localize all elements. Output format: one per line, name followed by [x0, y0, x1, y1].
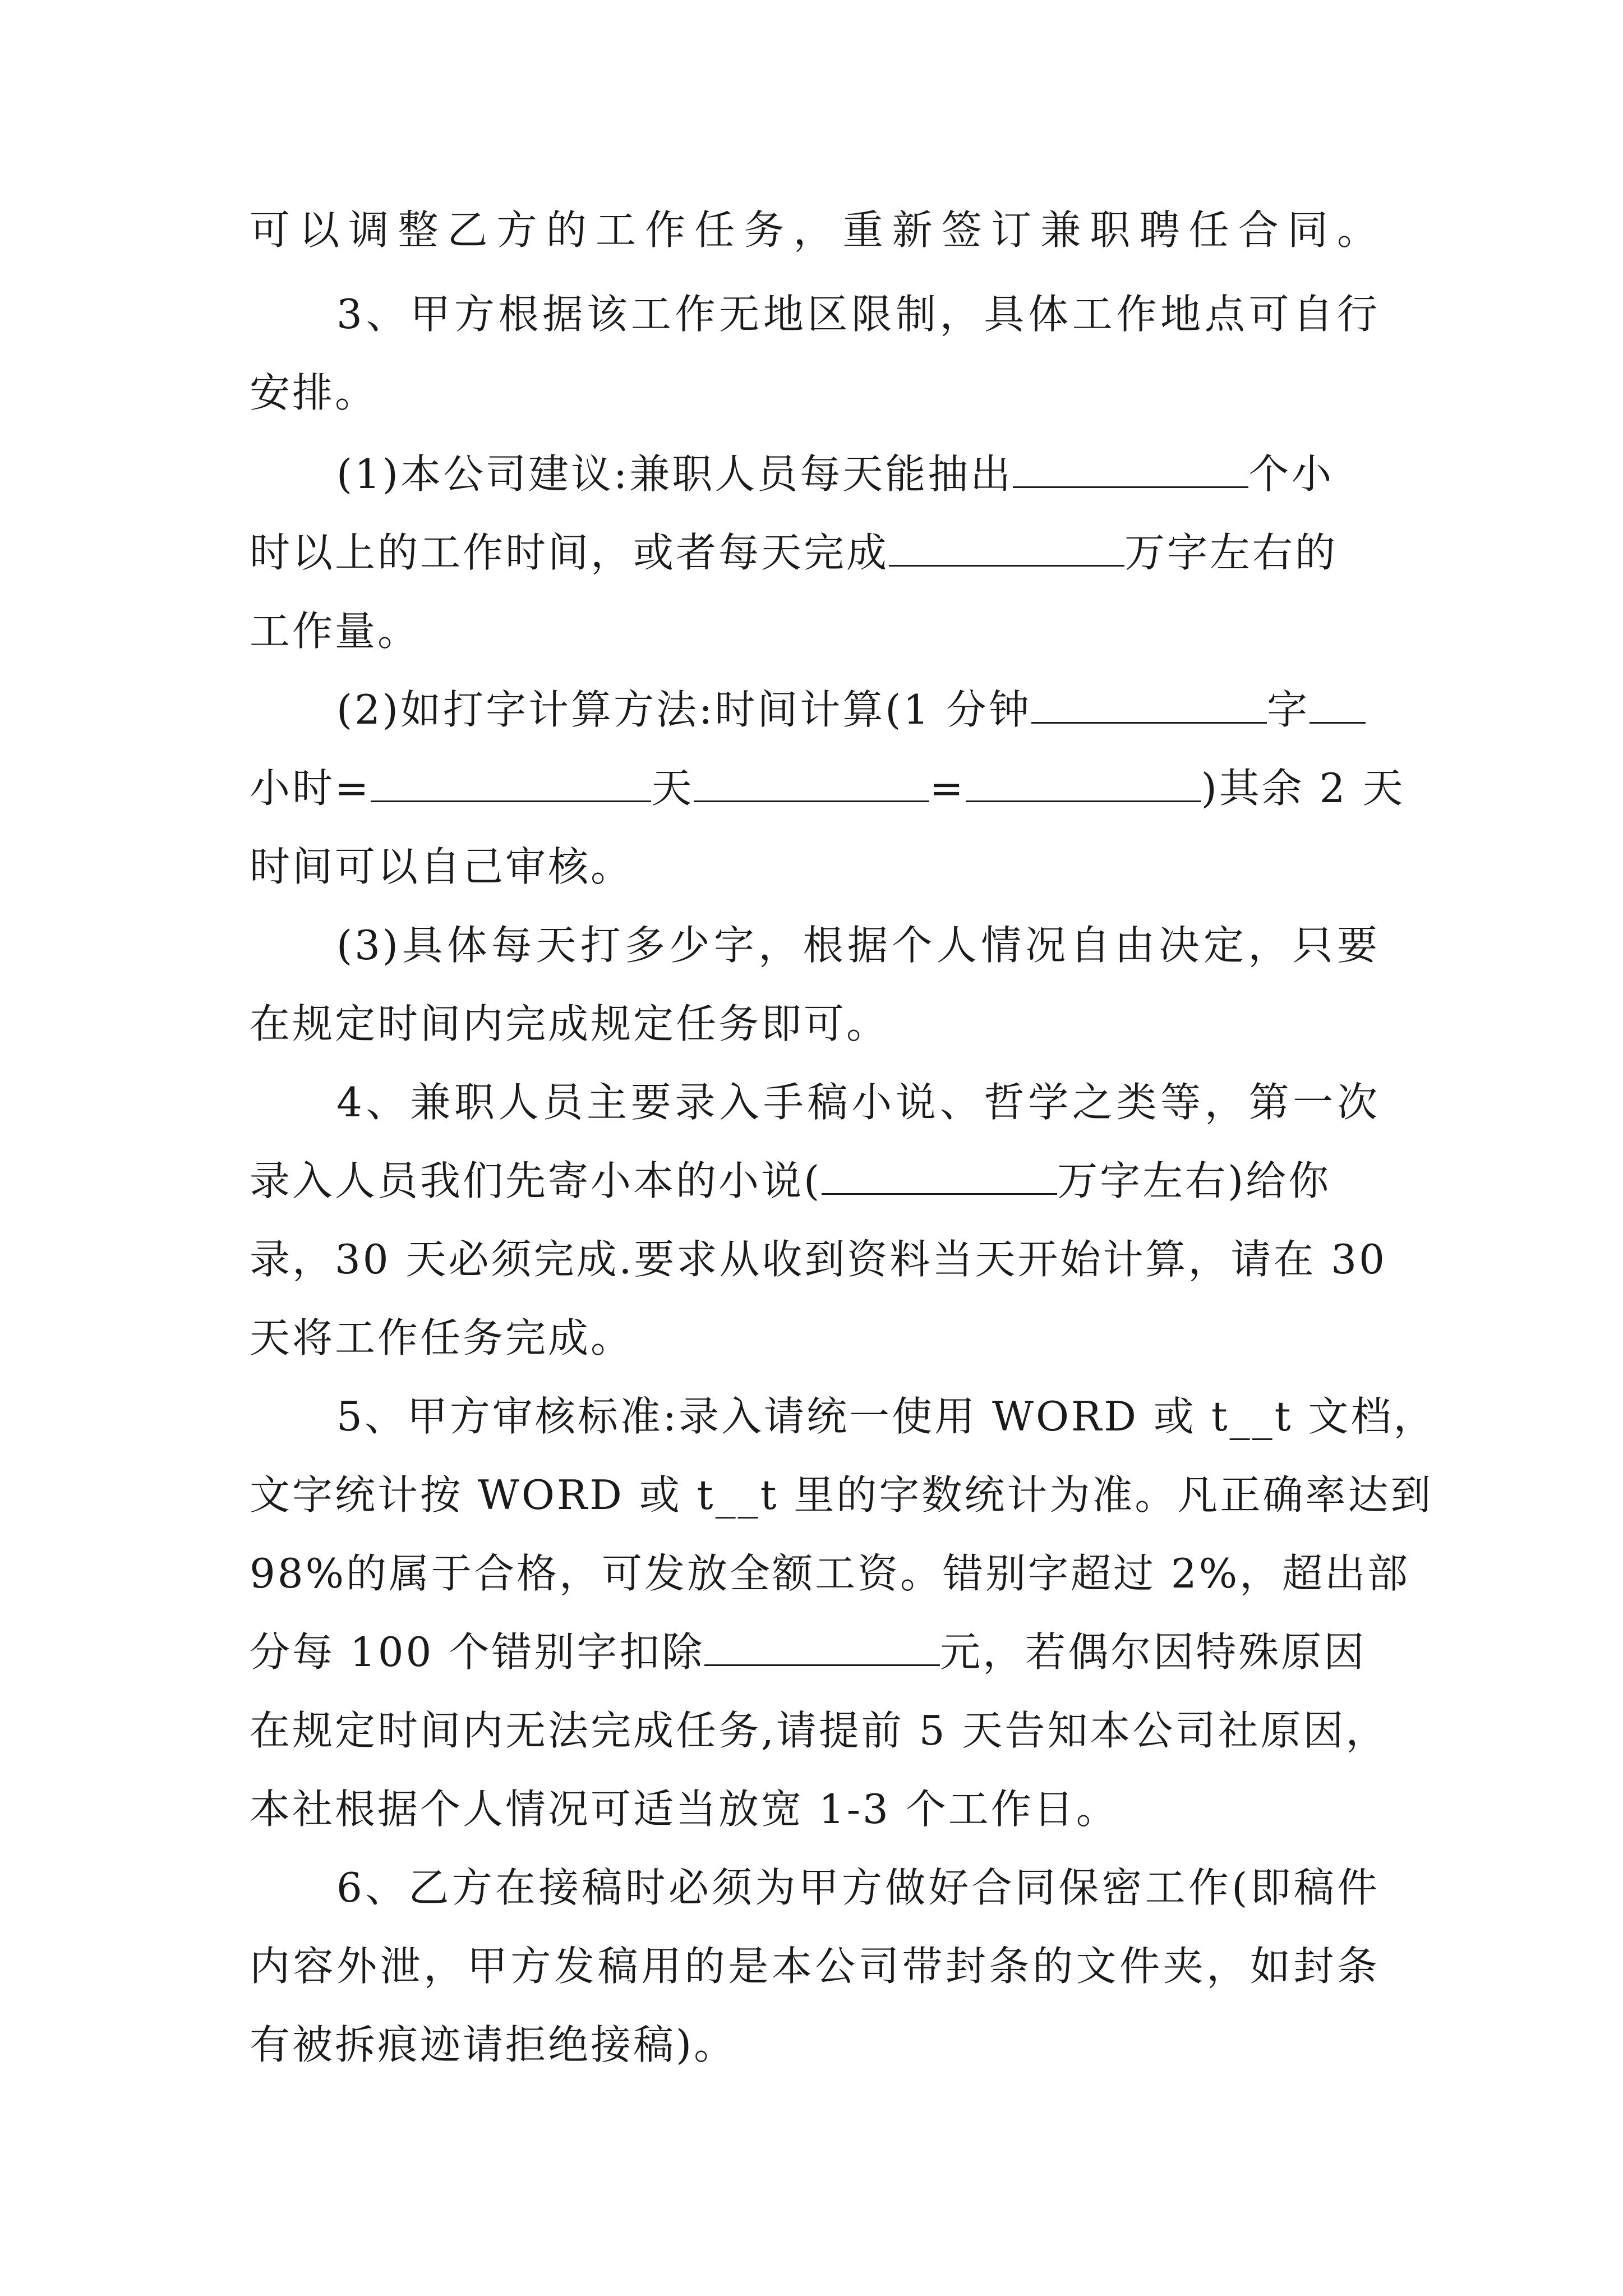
text-segment: 天将工作任务完成。: [250, 1314, 634, 1361]
text-segment: 安排。: [250, 369, 378, 416]
text-line: [250, 1470, 1433, 1520]
text-segment: 时间可以自己审核。: [250, 843, 634, 890]
text-segment: 本社根据个人情况可适当放宽 1-3 个工作日。: [250, 1786, 1119, 1833]
text-segment: 时以上的工作时间，或者每天完成: [250, 529, 889, 576]
text-line: [250, 1941, 1380, 1991]
fill-in-blank: [1013, 453, 1248, 488]
text-segment: 录入人员我们先寄小本的小说(: [250, 1157, 822, 1204]
text-line: [336, 920, 1380, 970]
text-segment: 小时=: [250, 765, 371, 812]
text-segment: )其余 2 天: [1201, 765, 1405, 812]
text-segment: 6、乙方在接稿时必须为甲方做好合同保密工作(即稿件: [336, 1864, 1380, 1911]
text-segment: 字: [1267, 686, 1310, 733]
text-segment: (3)具体每天打多少字，根据个人情况自由决定，只要: [336, 922, 1380, 969]
text-line: [250, 1313, 1380, 1363]
text-segment: 个小: [1248, 450, 1334, 498]
fill-in-blank: [1031, 688, 1267, 724]
text-line: [250, 527, 1380, 578]
text-segment: (1)本公司建议:兼职人员每天能抽出: [336, 450, 1013, 498]
text-line: [336, 1391, 1436, 1442]
fill-in-blank: [694, 767, 929, 802]
text-line: [336, 1862, 1380, 1913]
text-line: [336, 289, 1380, 339]
fill-in-blank: [822, 1159, 1057, 1195]
text-segment: 工作量。: [250, 608, 421, 655]
text-segment: (2)如打字计算方法:时间计算(1 分钟: [336, 686, 1032, 733]
text-line: [336, 684, 1380, 735]
text-segment: 在规定时间内无法完成任务,请提前 5 天告知本公司社原因，: [250, 1707, 1389, 1754]
text-segment: 在规定时间内完成规定任务即可。: [250, 1000, 889, 1047]
text-segment: 天: [651, 765, 694, 812]
text-segment: 文字统计按 WORD 或 t__t 里的字数统计为准。凡正确率达到: [250, 1471, 1433, 1519]
text-segment: 98%的属于合格，可发放全额工资。错别字超过 2%，超出部: [250, 1550, 1410, 1597]
text-line: [250, 1548, 1410, 1599]
text-segment: 万字左右的: [1124, 529, 1338, 576]
text-segment: 内容外泄，甲方发稿用的是本公司带封条的文件夹，如封条: [250, 1943, 1380, 1990]
text-line: [250, 1784, 1380, 1834]
text-segment: 有被拆痕迹请拒绝接稿)。: [250, 2021, 737, 2068]
text-segment: 万字左右)给你: [1057, 1157, 1331, 1204]
text-line: [250, 999, 1380, 1049]
fill-in-blank: [704, 1631, 940, 1666]
text-line: [336, 449, 1380, 499]
text-segment: 可以调整乙方的工作任务，重新签订兼职聘任合同。: [250, 206, 1380, 254]
text-line: [250, 1156, 1380, 1206]
fill-in-blank: [889, 531, 1124, 567]
text-line: [250, 205, 1380, 255]
fill-in-blank: [966, 767, 1201, 802]
text-line: [250, 1627, 1380, 1677]
text-segment: 4、兼职人员主要录入手稿小说、哲学之类等，第一次: [336, 1079, 1380, 1126]
text-line: [336, 1077, 1380, 1128]
fill-in-blank: [371, 767, 651, 802]
fill-in-blank: [1310, 688, 1366, 724]
text-segment: 录，30 天必须完成.要求从收到资料当天开始计算，请在 30: [250, 1236, 1387, 1283]
text-segment: 元，若偶尔因特殊原因: [940, 1628, 1367, 1676]
text-segment: 分每 100 个错别字扣除: [250, 1628, 705, 1676]
text-line: [250, 367, 1380, 418]
text-segment: =: [929, 765, 966, 812]
text-line: [250, 1234, 1387, 1285]
text-line: [250, 763, 1405, 813]
text-line: [250, 2019, 1380, 2070]
text-line: [250, 1705, 1389, 1756]
text-segment: 3、甲方根据该工作无地区限制，具体工作地点可自行: [336, 291, 1380, 338]
text-segment: 5、甲方审核标准:录入请统一使用 WORD 或 t__t 文档，: [336, 1393, 1436, 1440]
text-line: [250, 606, 1380, 656]
text-line: [250, 841, 1380, 892]
